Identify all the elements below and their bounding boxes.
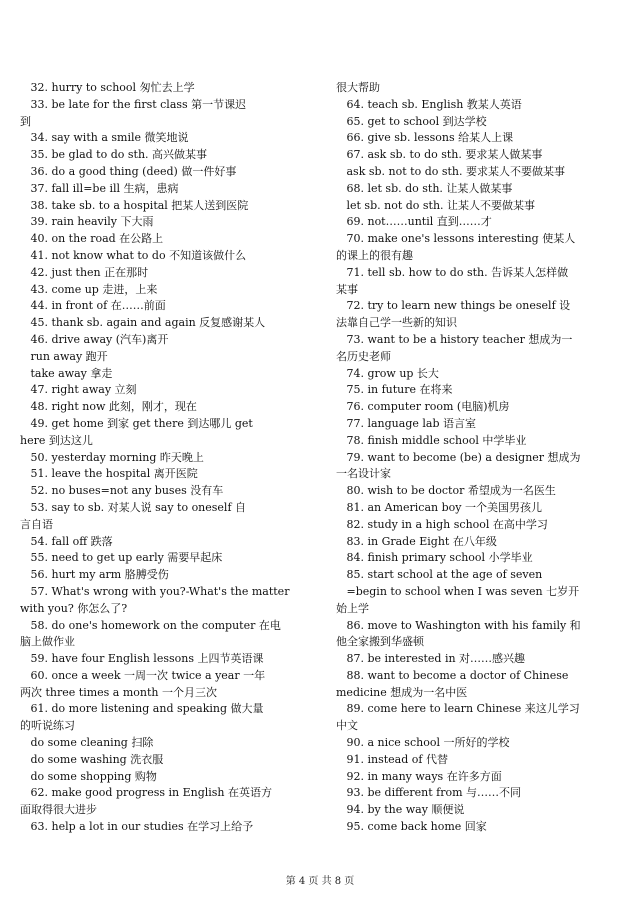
vocab-line: 72. try to learn new things be oneself 设 (336, 299, 571, 313)
vocab-line: 75. in future 在将来 (336, 383, 453, 397)
vocab-line: 34. say with a smile 微笑地说 (20, 131, 189, 145)
vocab-line: 63. help a lot in our studies 在学习上给予 (20, 820, 254, 834)
vocab-line: 62. make good progress in English 在英语方 (20, 786, 273, 800)
vocab-line: do some shopping 购物 (20, 769, 157, 783)
vocab-line: 32. hurry to school 匆忙去上学 (20, 81, 195, 94)
vocab-line: 95. come back home 回家 (336, 820, 487, 834)
vocab-line: 42. just then 正在那时 (20, 265, 149, 279)
vocab-line: here 到达这儿 (20, 433, 93, 447)
vocab-line: 到 (20, 114, 31, 128)
vocab-line: run away 跑开 (20, 349, 108, 363)
vocab-line: 59. have four English lessons 上四节英语课 (20, 652, 264, 666)
vocab-line: 49. get home 到家 get there 到达哪儿 get (20, 416, 253, 430)
vocab-line: 某事 (336, 282, 358, 296)
vocab-line: 58. do one's homework on the computer 在电 (20, 618, 281, 632)
vocab-line: 57. What's wrong with you?-What's the matter (20, 584, 290, 598)
vocab-line: 53. say to sb. 对某人说 say to oneself 自 (20, 500, 247, 514)
vocab-line: with you? 你怎么了? (20, 601, 128, 615)
vocab-line: 36. do a good thing (deed) 做一件好事 (20, 164, 237, 178)
page-footer: 第 4 页 共 8 页 (285, 876, 355, 887)
vocab-line: 77. language lab 语言室 (336, 416, 476, 430)
vocab-line: 85. start school at the age of seven (336, 568, 543, 582)
vocab-line: 51. leave the hospital 离开医院 (20, 467, 198, 481)
vocab-line: 一名设计家 (336, 467, 391, 481)
vocab-line: ask sb. not to do sth. 要求某人不要做某事 (336, 164, 566, 178)
vocab-line: 83. in Grade Eight 在八年级 (336, 534, 497, 548)
vocab-line: do some washing 洗衣服 (20, 752, 164, 766)
vocab-line: 74. grow up 长大 (336, 366, 439, 380)
vocab-line: 69. not……until 直到……才 (336, 215, 492, 229)
vocab-line: 89. come here to learn Chinese 来这儿学习 (336, 702, 580, 716)
vocab-line: 46. drive away (汽车)离开 (20, 332, 169, 346)
vocab-line: 93. be different from 与……不同 (336, 786, 522, 800)
vocab-line: 56. hurt my arm 胳膊受伤 (20, 568, 169, 582)
vocab-line: 38. take sb. to a hospital 把某人送到医院 (20, 198, 249, 212)
vocab-line: do some cleaning 扫除 (20, 736, 154, 750)
vocab-line: 名历史老师 (336, 349, 391, 363)
vocab-line: 90. a nice school 一所好的学校 (336, 736, 510, 750)
vocab-line: 61. do more listening and speaking 做大量 (20, 702, 264, 716)
vocab-line: 91. instead of 代替 (336, 752, 448, 766)
vocab-line: =begin to school when I was seven 七岁开 (336, 584, 580, 598)
vocab-line: 80. wish to be doctor 希望成为一名医生 (336, 484, 556, 498)
vocab-line: 41. not know what to do 不知道该做什么 (20, 248, 247, 262)
right-column (336, 80, 630, 836)
vocab-line: 的听说练习 (20, 719, 75, 733)
vocab-line: 67. ask sb. to do sth. 要求某人做某事 (336, 148, 543, 162)
vocab-line: 82. study in a high school 在高中学习 (336, 517, 548, 531)
vocab-line: 92. in many ways 在许多方面 (336, 769, 502, 783)
vocab-line: 法靠自己学一些新的知识 (336, 316, 457, 330)
vocab-line: 66. give sb. lessons 给某人上课 (336, 131, 514, 145)
vocab-line: 始上学 (336, 601, 369, 615)
vocab-line: 44. in front of 在……前面 (20, 299, 166, 313)
vocab-line: 两次 three times a month 一个月三次 (20, 685, 217, 699)
vocab-line: 65. get to school 到达学校 (336, 114, 487, 128)
vocab-line: 39. rain heavily 下大雨 (20, 215, 154, 229)
vocab-line: 88. want to become a doctor of Chinese (336, 668, 569, 682)
vocab-line: 50. yesterday morning 昨天晚上 (20, 450, 204, 464)
vocab-line: 71. tell sb. how to do sth. 告诉某人怎样做 (336, 265, 569, 279)
vocab-line: 70. make one's lessons interesting 使某人 (336, 232, 576, 246)
vocab-line: 60. once a week 一周一次 twice a year 一年 (20, 668, 266, 682)
left-column (20, 80, 318, 836)
vocab-line: 55. need to get up early 需要早起床 (20, 551, 223, 565)
vocab-line: 87. be interested in 对……感兴趣 (336, 652, 526, 666)
vocab-line: medicine 想成为一名中医 (336, 685, 468, 699)
vocab-line: 84. finish primary school 小学毕业 (336, 551, 533, 565)
vocab-line: 52. no buses=not any buses 没有车 (20, 484, 224, 498)
vocab-line: 45. thank sb. again and again 反复感谢某人 (20, 316, 266, 330)
vocab-line: 48. right now 此刻，刚才，现在 (20, 400, 197, 414)
vocab-line: 中文 (336, 719, 358, 733)
vocab-line: 很大帮助 (336, 81, 380, 94)
vocab-line: 35. be glad to do sth. 高兴做某事 (20, 148, 208, 162)
vocab-line: 68. let sb. do sth. 让某人做某事 (336, 181, 513, 195)
vocab-line: 43. come up 走进，上来 (20, 282, 158, 296)
vocab-line: 37. fall ill=be ill 生病，患病 (20, 181, 179, 195)
vocab-line: let sb. not do sth. 让某人不要做某事 (336, 198, 536, 212)
vocab-line: 86. move to Washington with his family 和 (336, 618, 581, 632)
vocab-line: 47. right away 立刻 (20, 383, 137, 397)
vocab-line: 54. fall off 跌落 (20, 534, 113, 548)
vocab-line: 的课上的很有趣 (336, 248, 413, 262)
vocab-line: 73. want to be a history teacher 想成为一 (336, 332, 573, 346)
vocab-line: 76. computer room (电脑)机房 (336, 400, 510, 414)
vocab-line: 94. by the way 顺便说 (336, 803, 465, 817)
vocab-line: 81. an American boy 一个美国男孩儿 (336, 500, 542, 514)
vocab-line: 脑上做作业 (20, 635, 75, 649)
vocab-line: 64. teach sb. English 教某人英语 (336, 97, 522, 111)
vocab-line: 33. be late for the first class 第一节课迟 (20, 97, 247, 111)
vocab-line: 言自语 (20, 517, 53, 531)
vocab-line: 面取得很大进步 (20, 803, 97, 817)
vocab-line: 79. want to become (be) a designer 想成为 (336, 450, 581, 464)
vocab-line: 他全家搬到华盛顿 (336, 635, 424, 649)
vocab-line: take away 拿走 (20, 366, 113, 380)
vocab-line: 78. finish middle school 中学毕业 (336, 433, 527, 447)
vocab-line: 40. on the road 在公路上 (20, 232, 164, 246)
